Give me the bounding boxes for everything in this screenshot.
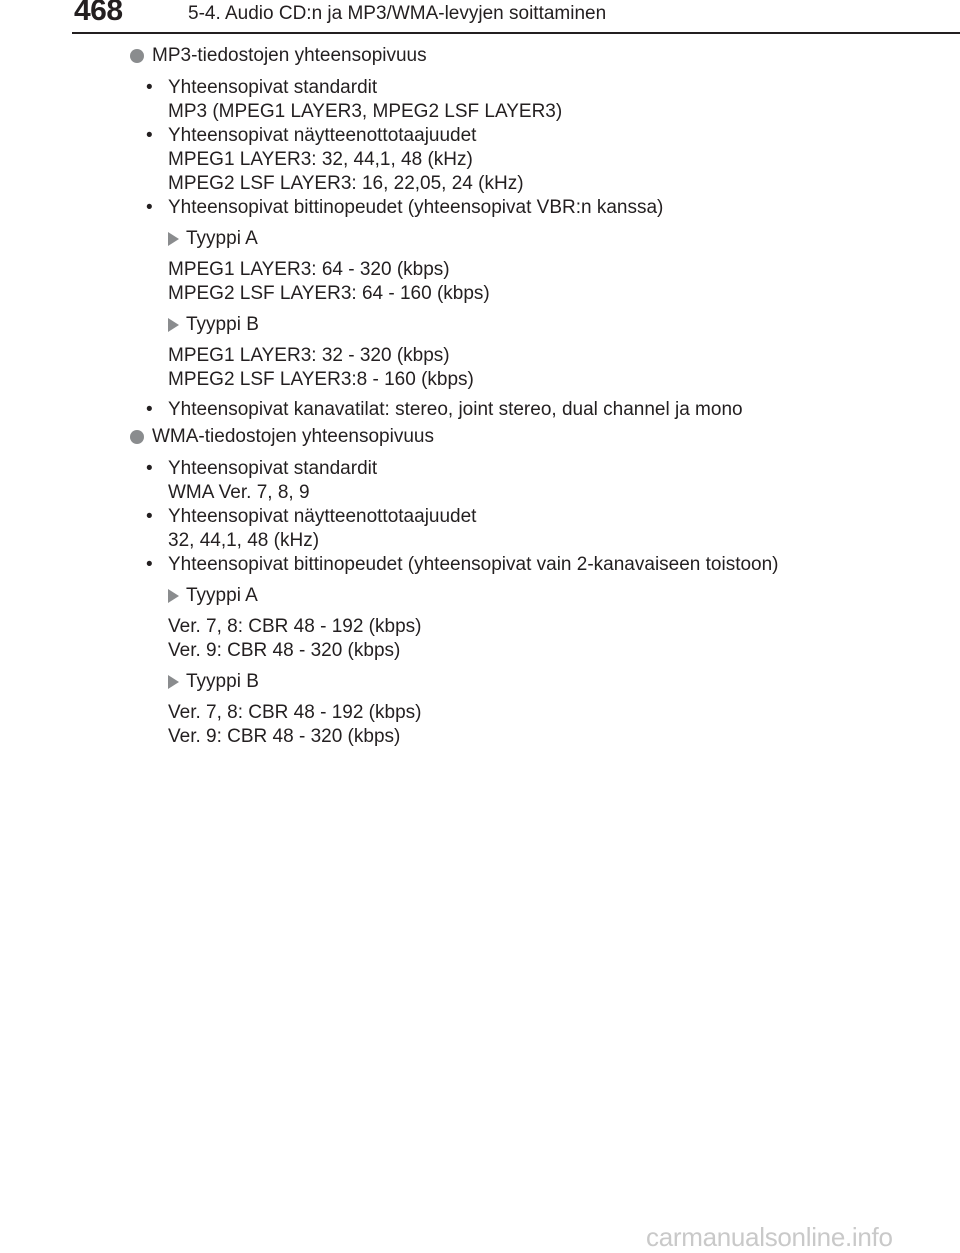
- gray-triangle-icon: [168, 589, 179, 603]
- item-label: Yhteensopivat bittinopeudet (yhteensopivat vain 2-kanavaiseen toistoon): [168, 554, 779, 575]
- bullet-dot-icon: •: [146, 197, 153, 218]
- page-number: 468: [74, 0, 123, 27]
- item-line: Ver. 9: CBR 48 - 320 (kbps): [168, 726, 401, 747]
- item-line: 32, 44,1, 48 (kHz): [168, 530, 320, 551]
- item-line: Ver. 7, 8: CBR 48 - 192 (kbps): [168, 702, 422, 723]
- item-label: Yhteensopivat kanavatilat: stereo, joint stereo, dual channel ja mono: [168, 399, 743, 420]
- page-header: [0, 0, 960, 34]
- section-heading-text: WMA-tiedostojen yhteensopivuus: [152, 426, 434, 447]
- item-label: Yhteensopivat standardit: [168, 77, 378, 98]
- subsection-body: [130, 258, 930, 306]
- list-item: [130, 505, 930, 553]
- chapter-title: 5-4. Audio CD:n ja MP3/WMA-levyjen soittaminen: [188, 3, 607, 24]
- gray-circle-icon: [130, 49, 144, 63]
- subsection-type-a: [130, 227, 930, 251]
- bullet-dot-icon: •: [146, 554, 153, 575]
- section-heading: [130, 425, 930, 449]
- bullet-dot-icon: •: [146, 506, 153, 527]
- item-label: Yhteensopivat näytteenottotaajuudet: [168, 125, 477, 146]
- bullet-dot-icon: •: [146, 125, 153, 146]
- gray-triangle-icon: [168, 675, 179, 689]
- bullet-dot-icon: •: [146, 77, 153, 98]
- header-rule: [72, 32, 960, 34]
- list-item: [130, 398, 930, 422]
- item-line: WMA Ver. 7, 8, 9: [168, 482, 310, 503]
- bullet-dot-icon: •: [146, 458, 153, 479]
- item-line: MPEG2 LSF LAYER3: 64 - 160 (kbps): [168, 283, 490, 304]
- list-item: [130, 196, 930, 220]
- item-line: MPEG2 LSF LAYER3: 16, 22,05, 24 (kHz): [168, 173, 524, 194]
- subsection-type-a: [130, 584, 930, 608]
- item-line: MPEG1 LAYER3: 32, 44,1, 48 (kHz): [168, 149, 473, 170]
- gray-triangle-icon: [168, 232, 179, 246]
- list-item: [130, 124, 930, 196]
- section-wma: [130, 425, 930, 749]
- item-line: Ver. 7, 8: CBR 48 - 192 (kbps): [168, 616, 422, 637]
- item-line: MP3 (MPEG1 LAYER3, MPEG2 LSF LAYER3): [168, 101, 563, 122]
- subsection-body: [130, 615, 930, 663]
- subsection-label: Tyyppi A: [186, 585, 258, 606]
- gray-circle-icon: [130, 430, 144, 444]
- item-line: MPEG1 LAYER3: 64 - 320 (kbps): [168, 259, 450, 280]
- gray-triangle-icon: [168, 318, 179, 332]
- subsection-type-b: [130, 313, 930, 337]
- item-label: Yhteensopivat bittinopeudet (yhteensopivat VBR:n kanssa): [168, 197, 664, 218]
- item-label: Yhteensopivat näytteenottotaajuudet: [168, 506, 477, 527]
- watermark: carmanualsonline.info: [646, 1222, 893, 1252]
- item-line: Ver. 9: CBR 48 - 320 (kbps): [168, 640, 401, 661]
- subsection-body: [130, 344, 930, 392]
- item-line: MPEG2 LSF LAYER3:8 - 160 (kbps): [168, 369, 474, 390]
- section-heading-text: MP3-tiedostojen yhteensopivuus: [152, 45, 427, 66]
- page-content: [130, 44, 930, 755]
- subsection-body: [130, 701, 930, 749]
- item-label: Yhteensopivat standardit: [168, 458, 378, 479]
- list-item: [130, 76, 930, 124]
- bullet-dot-icon: •: [146, 399, 153, 420]
- section-heading: [130, 44, 930, 68]
- subsection-type-b: [130, 670, 930, 694]
- subsection-label: Tyyppi A: [186, 228, 258, 249]
- item-line: MPEG1 LAYER3: 32 - 320 (kbps): [168, 345, 450, 366]
- section-mp3: [130, 44, 930, 422]
- subsection-label: Tyyppi B: [186, 314, 259, 335]
- list-item: [130, 457, 930, 505]
- list-item: [130, 553, 930, 577]
- subsection-label: Tyyppi B: [186, 671, 259, 692]
